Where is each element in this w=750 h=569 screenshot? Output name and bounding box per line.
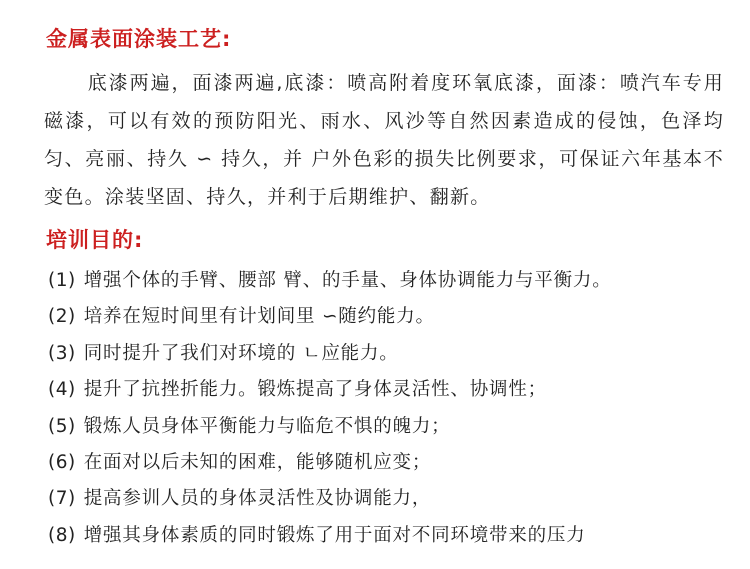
goal-text: 同时提升了我们对环境的 ㄴ应能力。 bbox=[83, 342, 399, 364]
goal-text: 在面对以后未知的困难，能够随机应变； bbox=[83, 451, 432, 473]
goal-text: 增强其身体素质的同时锻炼了用于面对不同环境带来的压力 bbox=[83, 524, 586, 546]
goal-item-1 bbox=[48, 263, 728, 299]
goal-item-3 bbox=[48, 336, 728, 372]
goal-number: (8) bbox=[48, 524, 76, 546]
goal-text: 提高参训人员的身体灵活性及协调能力， bbox=[83, 488, 432, 510]
goal-item-8 bbox=[48, 518, 728, 554]
goal-number: (1) bbox=[48, 270, 76, 291]
goal-item-7 bbox=[48, 481, 728, 517]
goal-number: (2) bbox=[48, 306, 76, 328]
goal-item-6 bbox=[48, 445, 728, 481]
goal-item-5 bbox=[48, 409, 728, 445]
goal-number: (7) bbox=[48, 488, 76, 510]
goal-text: 锻炼人员身体平衡能力与临危不惧的魄力； bbox=[83, 415, 451, 437]
goal-text: 增强个体的手臂、腰部 臂、的手量、身体协调能力与平衡力。 bbox=[83, 270, 612, 291]
goal-number: (4) bbox=[48, 379, 76, 401]
goal-item-2 bbox=[48, 299, 728, 335]
goal-number: (6) bbox=[48, 451, 76, 473]
goal-text: 培养在短时间里有计划间里 ∽随约能力。 bbox=[83, 306, 435, 328]
training-goal-list bbox=[48, 263, 728, 554]
training-heading: 培训目的: bbox=[46, 228, 144, 252]
goal-item-4 bbox=[48, 372, 728, 408]
goal-text: 提升了抗挫折能力。锻炼提高了身体灵活性、协调性； bbox=[83, 379, 547, 401]
craft-heading: 金属表面涂装工艺: bbox=[46, 27, 232, 51]
craft-paragraph: 底漆两遍，面漆两遍,底漆：喷高附着度环氧底漆，面漆：喷汽车专用磁漆，可以有效的预防阳光、雨水、风沙等自然因素造成的侵蚀，色泽均匀、亮丽、持久 ∽ 持久，并 户外色彩的损失比例要求，可保证六年基本不变色。涂装坚固、持久，并利于后期维护、翻新。 bbox=[44, 72, 724, 208]
goal-number: (5) bbox=[48, 415, 76, 437]
goal-number: (3) bbox=[48, 342, 76, 364]
